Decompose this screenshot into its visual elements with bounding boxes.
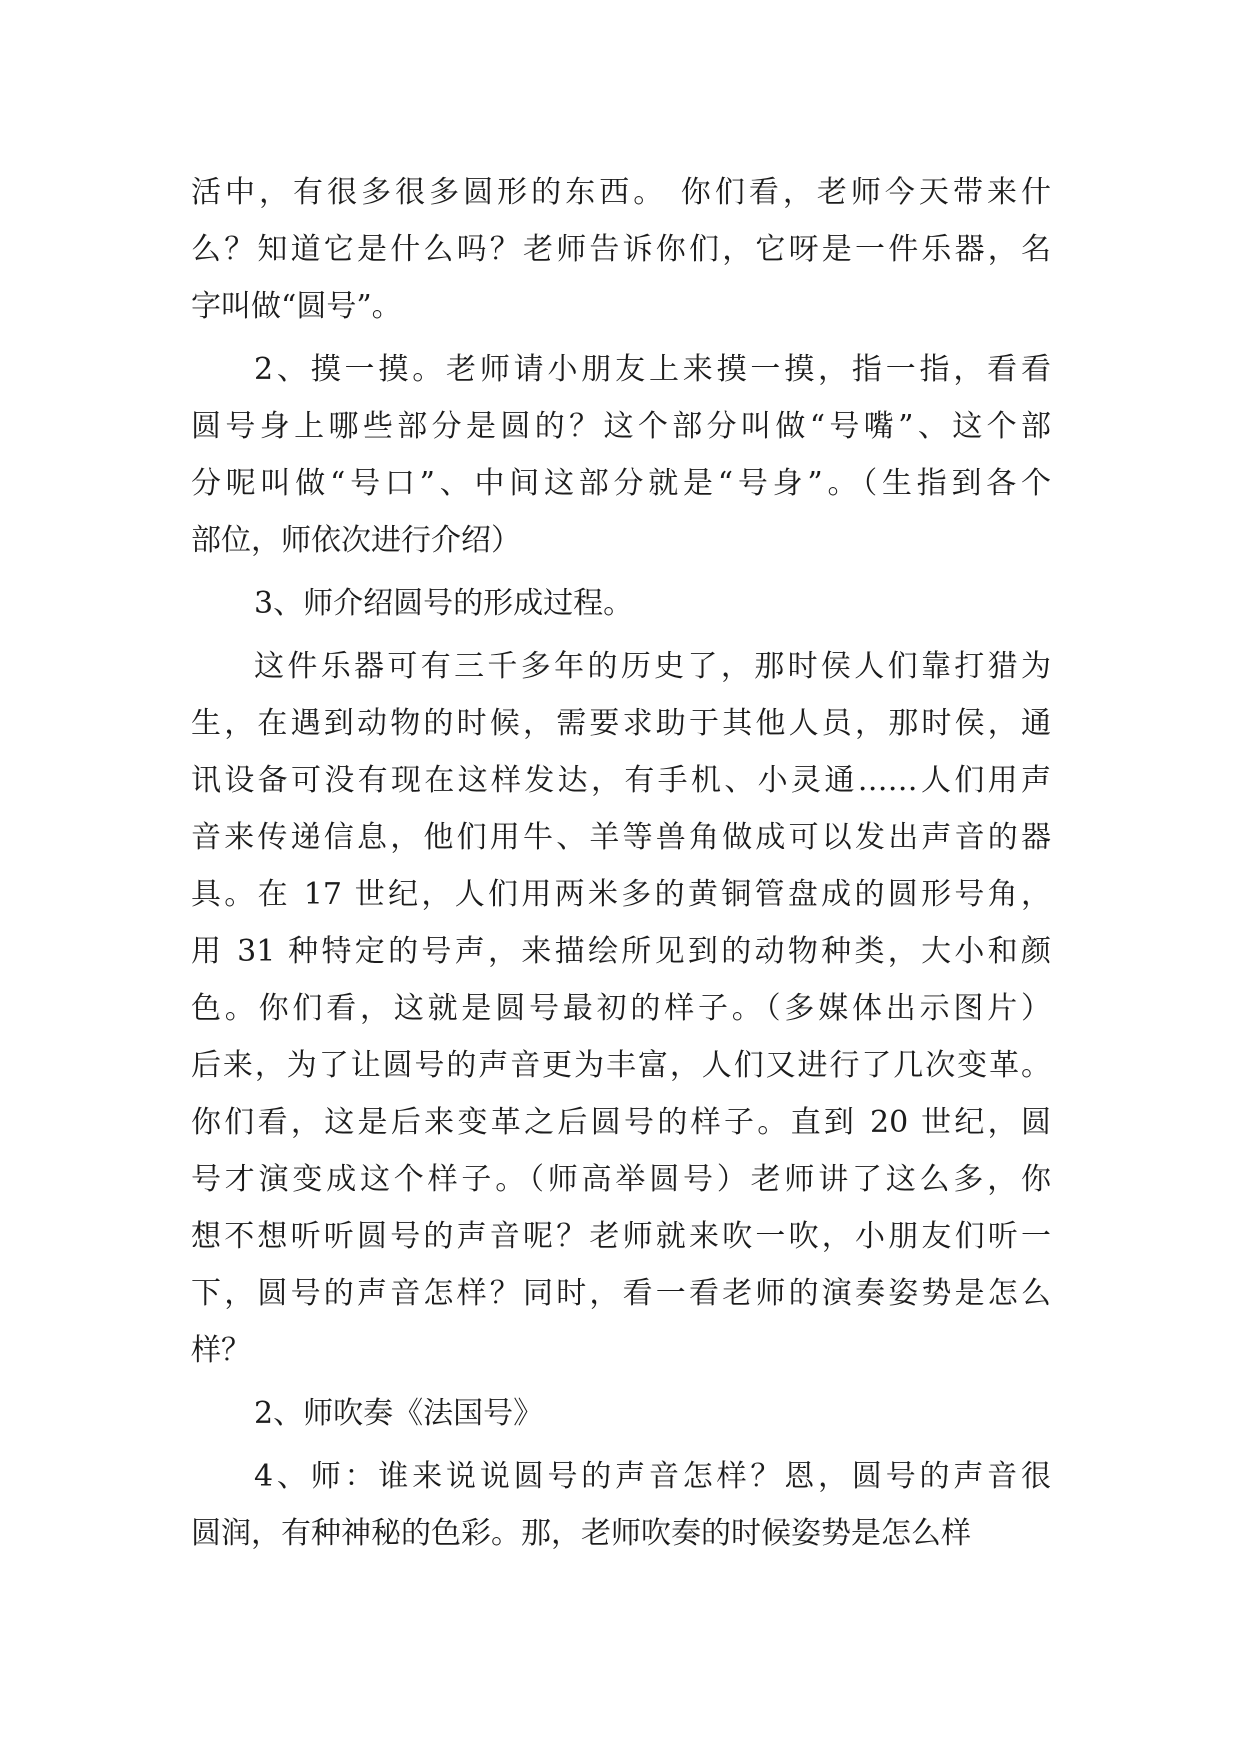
- text-line: 下，圆号的声音怎样？同时，看一看老师的演奏姿势是怎么: [191, 1276, 1051, 1311]
- document-body: [191, 164, 1051, 1568]
- text-line: 音来传递信息，他们用牛、羊等兽角做成可以发出声音的器: [191, 820, 1051, 855]
- text-line: 3、师介绍圆号的形成过程。: [254, 586, 634, 621]
- paragraph: [191, 341, 1051, 569]
- text-line: 色。你们看，这就是圆号最初的样子。（多媒体出示图片）: [191, 991, 1051, 1026]
- paragraph: [191, 638, 1051, 1379]
- text-line: 这件乐器可有三千多年的历史了，那时侯人们靠打猎为: [254, 649, 1051, 684]
- text-line: 用 31 种特定的号声，来描绘所见到的动物种类，大小和颜: [191, 934, 1051, 969]
- paragraph: [191, 1385, 1051, 1442]
- text-line: 具。在 17 世纪，人们用两米多的黄铜管盘成的圆形号角，: [191, 877, 1051, 912]
- text-line: 圆号身上哪些部分是圆的？这个部分叫做“号嘴”、这个部: [191, 409, 1051, 444]
- text-line: 4、师：谁来说说圆号的声音怎样？恩，圆号的声音很: [254, 1459, 1051, 1494]
- text-line: 样？: [191, 1333, 251, 1368]
- text-line: 2、摸一摸。老师请小朋友上来摸一摸，指一指，看看: [254, 352, 1051, 387]
- text-line: 活中，有很多很多圆形的东西。 你们看，老师今天带来什: [191, 175, 1051, 210]
- text-line: 圆润，有种神秘的色彩。那，老师吹奏的时候姿势是怎么样: [191, 1516, 971, 1551]
- text-line: 字叫做“圆号”。: [191, 289, 402, 324]
- text-line: 部位，师依次进行介绍）: [191, 523, 521, 558]
- text-line: 号才演变成这个样子。（师高举圆号）老师讲了这么多，你: [191, 1162, 1051, 1197]
- text-line: 么？知道它是什么吗？老师告诉你们，它呀是一件乐器，名: [191, 232, 1051, 267]
- text-line: 后来，为了让圆号的声音更为丰富，人们又进行了几次变革。: [191, 1048, 1051, 1083]
- paragraph: [191, 575, 1051, 632]
- text-line: 生，在遇到动物的时候，需要求助于其他人员，那时侯，通: [191, 706, 1051, 741]
- text-line: 2、师吹奏《法国号》: [254, 1396, 544, 1431]
- text-line: 你们看，这是后来变革之后圆号的样子。直到 20 世纪，圆: [191, 1105, 1051, 1140]
- text-line: 想不想听听圆号的声音呢？老师就来吹一吹，小朋友们听一: [191, 1219, 1051, 1254]
- paragraph: [191, 164, 1051, 335]
- paragraph: [191, 1448, 1051, 1562]
- text-line: 讯设备可没有现在这样发达，有手机、小灵通……人们用声: [191, 763, 1051, 798]
- text-line: 分呢叫做“号口”、中间这部分就是“号身”。（生指到各个: [191, 466, 1051, 501]
